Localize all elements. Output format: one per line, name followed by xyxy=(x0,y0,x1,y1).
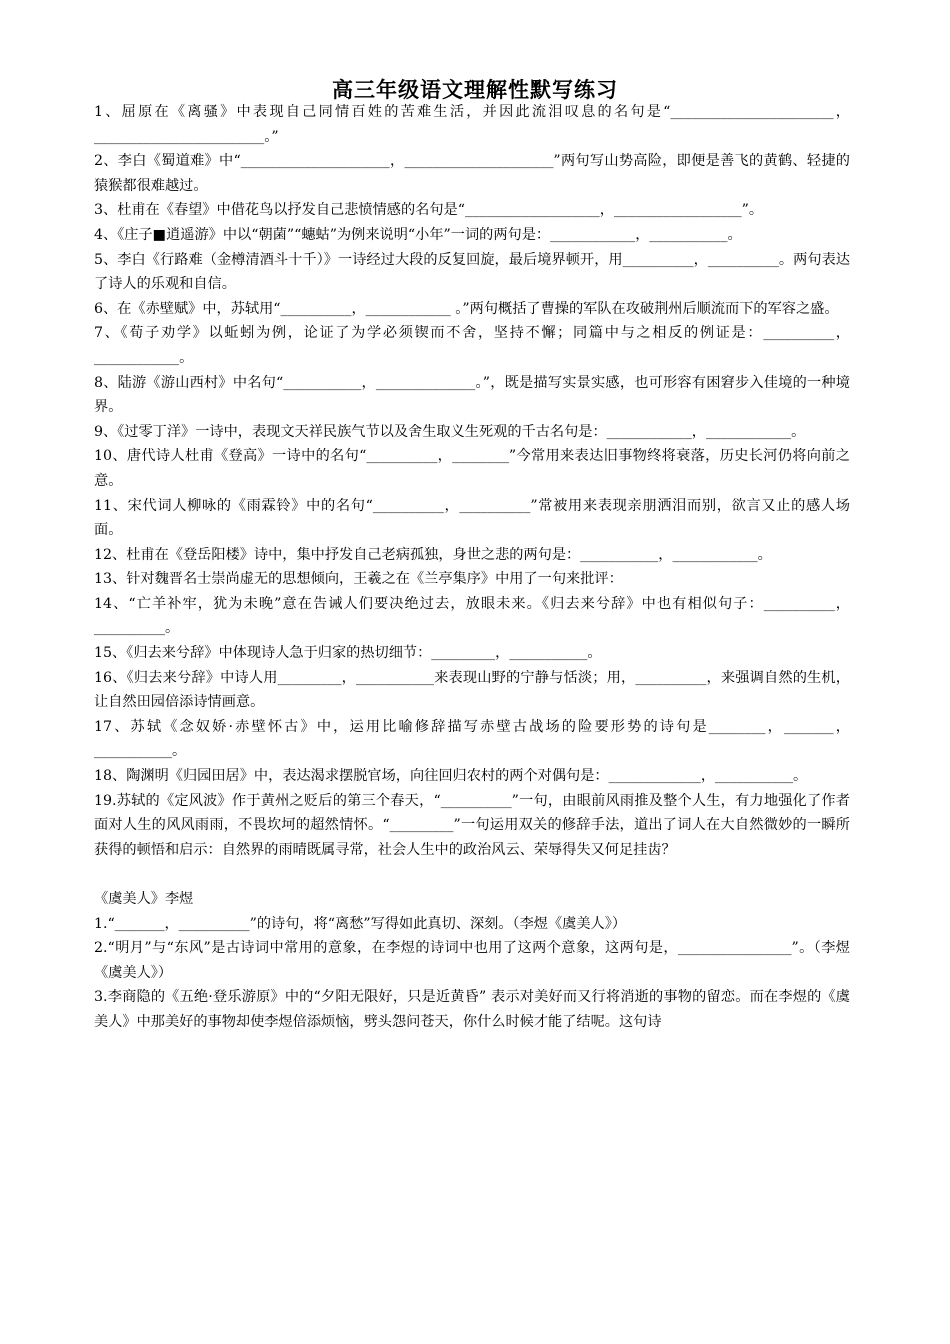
question-15: 15、《归去来兮辞》中体现诗人急于归家的热切细节：_________，___________。 xyxy=(94,645,602,662)
question-13: 13、针对魏晋名士崇尚虚无的思想倾向，王羲之在《兰亭集序》中用了一句来批评： xyxy=(94,571,623,588)
question-17: 17、苏轼《念奴娇·赤壁怀古》中，运用比喻修辞描写赤壁古战场的险要形势的诗句是________，_______，___________。 xyxy=(94,718,850,760)
question-5: 5、李白《行路难（金樽清酒斗十千）》一诗经过大段的反复回旋，最后境界顿开，用__________，__________。两句表达了诗人的乐观和自信。 xyxy=(94,251,850,293)
section-spacer xyxy=(94,862,850,887)
question-6: 6、在《赤壁赋》中，苏轼用“__________，____________ 。”两句概括了曹操的军队在攻破荆州后顺流而下的军容之盛。 xyxy=(94,300,839,317)
question-10: 10、唐代诗人杜甫《登高》一诗中的名句“__________，________”今常用来表达旧事物终将衰落，历史长河仍将向前之意。 xyxy=(94,448,850,489)
section-question-2: 2.“明月”与“东风”是古诗词中常用的意象，在李煜的诗词中也用了这两个意象，这两句是，________________”。（李煜《虞美人》） xyxy=(94,940,850,981)
question-16: 16、《归去来兮辞》中诗人用_________，___________来表现山野的宁静与恬淡；用，__________，来强调自然的生机，让自然田园倍添诗情画意。 xyxy=(94,669,850,711)
question-9: 9、《过零丁洋》一诗中，表现文天祥民族气节以及舍生取义生死观的千古名句是：____________，____________。 xyxy=(94,423,806,440)
question-11: 11、宋代词人柳咏的《雨霖铃》中的名句“__________，__________”常被用来表现亲朋洒泪而别，欲言又止的感人场面。 xyxy=(94,497,850,539)
section-title: 《虞美人》李煜 xyxy=(94,891,194,907)
document-title: 高三年级语文理解性默写练习 xyxy=(332,78,618,102)
question-12: 12、杜甫在《登岳阳楼》诗中，集中抒发自己老病孤独，身世之悲的两句是：___________，____________。 xyxy=(94,546,772,563)
question-2: 2、李白《蜀道难》中“_____________________，_____________________”两句写山势高险，即便是善飞的黄鹤、轻捷的猿猴都很难越过。 xyxy=(94,153,850,194)
section-question-1: 1.“_______，__________”的诗句，将“离愁”写得如此真切、深刻。（李煜《虞美人》） xyxy=(94,915,627,932)
question-19: 19.苏轼的《定风波》作于黄州之贬后的第三个春天，“__________”一句，由眼前风雨推及整个人生，有力地强化了作者面对人生的风风雨雨，不畏坎坷的超然情怀。“_________”一句运用双关的修辞手法，道出了词人在大自然微妙的一瞬所获得的顿悟和启示：自然界的雨晴既属寻常，社会人生中的政治风云、荣辱得失又何足挂齿？ xyxy=(94,792,850,858)
document-body xyxy=(94,100,850,1035)
question-4: 4、《庄子■逍遥游》中以“朝菌”“蟪蛄”为例来说明“小年”一词的两句是：____________，___________。 xyxy=(94,226,742,243)
question-3: 3、杜甫在《春望》中借花鸟以抒发自己悲愤情感的名句是“___________________，__________________”。 xyxy=(94,202,764,219)
question-7: 7、《荀子劝学》以蚯蚓为例，论证了为学必须锲而不舍，坚持不懈；同篇中与之相反的例证是：__________，____________。 xyxy=(94,325,850,366)
section-question-3: 3.李商隐的《五绝·登乐游原》中的“夕阳无限好，只是近黄昏” 表示对美好而又行将消逝的事物的留恋。而在李煜的《虞美人》中那美好的事物却使李煜倍添烦恼，劈头怨问苍天，你什么时候才能了结呢。这句诗 xyxy=(94,989,850,1030)
question-1: 1、屈原在《离骚》中表现自己同情百姓的苦难生活，并因此流泪叹息的名句是“_______________________，________________________。” xyxy=(94,104,850,145)
question-8: 8、陆游《游山西村》中名句“___________，______________。”，既是描写实景实感，也可形容有困窘步入佳境的一种境界。 xyxy=(94,374,850,416)
question-14: 14、“亡羊补牢，犹为未晚”意在告诫人们要决绝过去，放眼未来。《归去来兮辞》中也有相似句子：__________，__________。 xyxy=(94,595,850,637)
question-18: 18、陶渊明《归园田居》中，表达渴求摆脱官场，向往回归农村的两个对偶句是：_____________，___________。 xyxy=(94,768,808,785)
